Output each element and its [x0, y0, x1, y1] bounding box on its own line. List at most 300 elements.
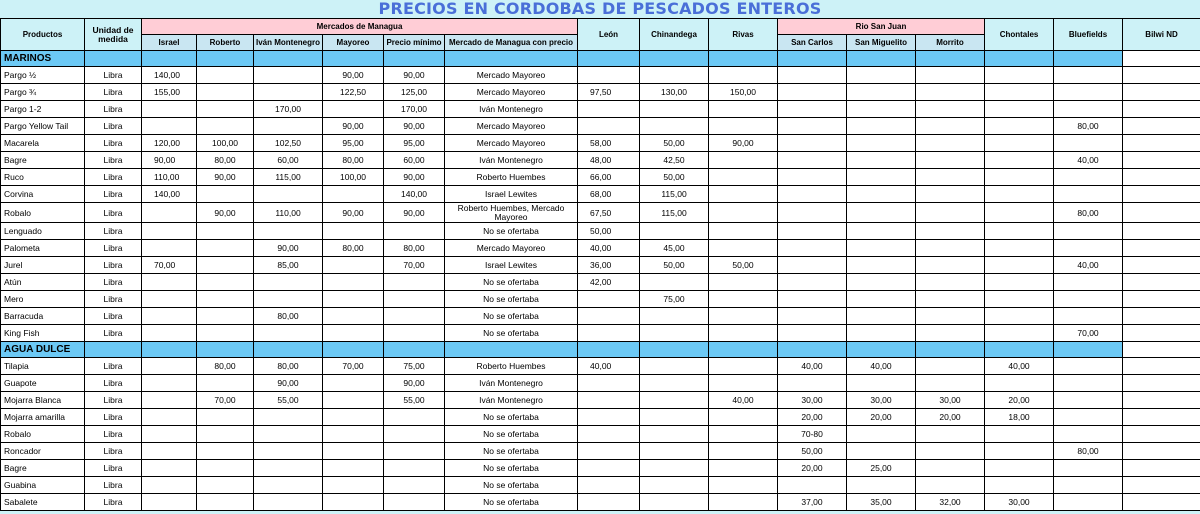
- price-cell: 80,00: [254, 358, 323, 375]
- price-cell: [709, 118, 778, 135]
- product-name: Palometa: [1, 240, 85, 257]
- price-cell: 20,00: [985, 392, 1054, 409]
- price-cell: [847, 84, 916, 101]
- price-cell: [985, 426, 1054, 443]
- price-cell: [142, 494, 197, 511]
- price-cell: 35,00: [847, 494, 916, 511]
- price-cell: [1054, 375, 1123, 392]
- section-row: [1, 51, 1200, 67]
- price-cell: [778, 375, 847, 392]
- price-cell: [197, 67, 254, 84]
- product-name: Bagre: [1, 152, 85, 169]
- price-cell: [640, 426, 709, 443]
- price-cell: [1123, 118, 1200, 135]
- price-cell: [323, 375, 384, 392]
- price-cell: [254, 325, 323, 342]
- product-name: Lenguado: [1, 223, 85, 240]
- section-cell: [142, 51, 197, 67]
- table-row: [1, 426, 1200, 443]
- price-cell: 90,00: [323, 67, 384, 84]
- unit-cell: Libra: [85, 308, 142, 325]
- market-name-cell: Mercado Mayoreo: [445, 135, 578, 152]
- price-cell: [847, 101, 916, 118]
- table-row: [1, 358, 1200, 375]
- price-cell: [323, 223, 384, 240]
- header-mercado-con-precio: Mercado de Managua con precio: [445, 35, 578, 51]
- price-cell: [142, 203, 197, 223]
- price-cell: 90,00: [384, 118, 445, 135]
- price-cell: [709, 460, 778, 477]
- prices-table: [0, 18, 1200, 511]
- price-cell: [847, 375, 916, 392]
- price-cell: [640, 358, 709, 375]
- price-cell: [578, 375, 640, 392]
- price-cell: [254, 84, 323, 101]
- price-cell: 150,00: [709, 84, 778, 101]
- price-cell: [778, 223, 847, 240]
- product-name: Roncador: [1, 443, 85, 460]
- price-cell: [640, 375, 709, 392]
- header-unidad: Unidad de medida: [85, 19, 142, 51]
- price-cell: 90,00: [254, 240, 323, 257]
- price-cell: [778, 118, 847, 135]
- price-cell: [142, 240, 197, 257]
- price-cell: [197, 118, 254, 135]
- price-cell: [709, 203, 778, 223]
- price-cell: [197, 257, 254, 274]
- price-cell: [142, 308, 197, 325]
- price-cell: [916, 169, 985, 186]
- price-cell: [254, 67, 323, 84]
- market-name-cell: No se ofertaba: [445, 308, 578, 325]
- table-row: [1, 118, 1200, 135]
- price-cell: [709, 409, 778, 426]
- price-cell: [778, 84, 847, 101]
- section-cell: [197, 51, 254, 67]
- price-cell: [709, 426, 778, 443]
- price-cell: 20,00: [778, 460, 847, 477]
- price-cell: 90,00: [323, 118, 384, 135]
- price-cell: 50,00: [640, 169, 709, 186]
- price-cell: [1054, 477, 1123, 494]
- price-cell: [1054, 186, 1123, 203]
- price-cell: [254, 274, 323, 291]
- price-cell: [847, 135, 916, 152]
- product-name: Robalo: [1, 426, 85, 443]
- price-cell: [778, 274, 847, 291]
- price-cell: [778, 203, 847, 223]
- table-row: [1, 460, 1200, 477]
- price-cell: 60,00: [384, 152, 445, 169]
- price-cell: [197, 101, 254, 118]
- price-cell: 85,00: [254, 257, 323, 274]
- unit-cell: Libra: [85, 118, 142, 135]
- price-cell: [142, 375, 197, 392]
- price-cell: [142, 392, 197, 409]
- market-name-cell: No se ofertaba: [445, 477, 578, 494]
- section-cell: [916, 342, 985, 358]
- price-cell: [778, 308, 847, 325]
- price-cell: 140,00: [142, 186, 197, 203]
- price-cell: 90,00: [142, 152, 197, 169]
- header-bluefields: Bluefields: [1054, 19, 1123, 51]
- price-cell: [1123, 223, 1200, 240]
- price-cell: [1054, 67, 1123, 84]
- price-cell: [323, 460, 384, 477]
- price-cell: [1123, 186, 1200, 203]
- price-cell: 80,00: [197, 152, 254, 169]
- table-row: [1, 494, 1200, 511]
- price-cell: 48,00: [578, 152, 640, 169]
- price-cell: 50,00: [709, 257, 778, 274]
- price-cell: 140,00: [142, 67, 197, 84]
- price-cell: [197, 443, 254, 460]
- price-cell: [1054, 223, 1123, 240]
- price-cell: 90,00: [384, 375, 445, 392]
- product-name: Corvina: [1, 186, 85, 203]
- price-cell: [578, 67, 640, 84]
- price-cell: 80,00: [254, 308, 323, 325]
- price-cell: 50,00: [578, 223, 640, 240]
- section-cell: [323, 342, 384, 358]
- header-mayoreo: Mayoreo: [323, 35, 384, 51]
- price-cell: [142, 325, 197, 342]
- price-cell: [847, 443, 916, 460]
- price-cell: 36,00: [578, 257, 640, 274]
- price-cell: [384, 460, 445, 477]
- market-name-cell: Mercado Mayoreo: [445, 84, 578, 101]
- section-cell: [847, 51, 916, 67]
- price-cell: [916, 358, 985, 375]
- price-cell: [985, 240, 1054, 257]
- price-cell: [1054, 240, 1123, 257]
- price-cell: [254, 477, 323, 494]
- section-cell: [1054, 342, 1123, 358]
- price-cell: [640, 494, 709, 511]
- price-cell: [778, 291, 847, 308]
- table-row: [1, 392, 1200, 409]
- price-cell: [985, 274, 1054, 291]
- price-cell: [578, 409, 640, 426]
- price-cell: [640, 443, 709, 460]
- unit-cell: Libra: [85, 203, 142, 223]
- price-cell: [1123, 240, 1200, 257]
- price-cell: [578, 392, 640, 409]
- price-cell: [197, 460, 254, 477]
- price-cell: [323, 392, 384, 409]
- price-cell: [142, 443, 197, 460]
- price-cell: 95,00: [323, 135, 384, 152]
- unit-cell: Libra: [85, 409, 142, 426]
- price-cell: [1123, 203, 1200, 223]
- price-cell: [985, 152, 1054, 169]
- price-cell: [1123, 84, 1200, 101]
- price-cell: [1123, 152, 1200, 169]
- price-cell: 25,00: [847, 460, 916, 477]
- price-cell: [778, 135, 847, 152]
- price-cell: 170,00: [384, 101, 445, 118]
- price-cell: 80,00: [1054, 118, 1123, 135]
- table-row: [1, 135, 1200, 152]
- market-name-cell: Iván Montenegro: [445, 375, 578, 392]
- price-cell: [916, 375, 985, 392]
- price-cell: [1054, 409, 1123, 426]
- price-cell: [197, 494, 254, 511]
- section-cell: [709, 342, 778, 358]
- product-name: Atún: [1, 274, 85, 291]
- price-cell: 80,00: [197, 358, 254, 375]
- price-cell: [916, 308, 985, 325]
- price-cell: 66,00: [578, 169, 640, 186]
- price-cell: [985, 443, 1054, 460]
- price-cell: [323, 291, 384, 308]
- price-cell: [847, 240, 916, 257]
- price-cell: 75,00: [384, 358, 445, 375]
- price-cell: [578, 291, 640, 308]
- table-row: [1, 257, 1200, 274]
- price-cell: [709, 308, 778, 325]
- unit-cell: Libra: [85, 426, 142, 443]
- unit-cell: Libra: [85, 101, 142, 118]
- market-name-cell: No se ofertaba: [445, 426, 578, 443]
- price-cell: 40,00: [985, 358, 1054, 375]
- price-cell: [916, 240, 985, 257]
- price-cell: [384, 477, 445, 494]
- price-cell: 40,00: [1054, 257, 1123, 274]
- price-cell: [985, 460, 1054, 477]
- market-name-cell: Israel Lewites: [445, 186, 578, 203]
- price-cell: [985, 67, 1054, 84]
- price-cell: [640, 460, 709, 477]
- price-cell: [142, 477, 197, 494]
- section-cell: [197, 342, 254, 358]
- price-cell: [1123, 325, 1200, 342]
- price-cell: [578, 426, 640, 443]
- table-body: [1, 51, 1200, 511]
- table-row: [1, 186, 1200, 203]
- price-cell: [709, 494, 778, 511]
- product-name: Tilapia: [1, 358, 85, 375]
- section-cell: [916, 51, 985, 67]
- price-cell: 102,50: [254, 135, 323, 152]
- unit-cell: Libra: [85, 477, 142, 494]
- section-cell: [640, 342, 709, 358]
- market-name-cell: Mercado Mayoreo: [445, 240, 578, 257]
- price-cell: [384, 494, 445, 511]
- price-cell: [197, 426, 254, 443]
- price-cell: [778, 152, 847, 169]
- price-cell: 140,00: [384, 186, 445, 203]
- price-cell: 115,00: [640, 186, 709, 203]
- price-cell: 115,00: [254, 169, 323, 186]
- price-cell: [1054, 84, 1123, 101]
- section-cell: [640, 51, 709, 67]
- price-cell: [323, 426, 384, 443]
- header-san-miguelito: San Miguelito: [847, 35, 916, 51]
- price-cell: [254, 223, 323, 240]
- price-cell: [985, 477, 1054, 494]
- price-cell: [142, 274, 197, 291]
- price-cell: [778, 67, 847, 84]
- price-cell: 30,00: [778, 392, 847, 409]
- price-cell: 80,00: [1054, 443, 1123, 460]
- price-cell: [323, 494, 384, 511]
- price-cell: [640, 477, 709, 494]
- market-name-cell: Roberto Huembes: [445, 169, 578, 186]
- price-cell: 90,00: [384, 203, 445, 223]
- price-cell: [1123, 135, 1200, 152]
- unit-cell: Libra: [85, 186, 142, 203]
- header-precio-minimo: Precio mínimo: [384, 35, 445, 51]
- price-cell: 55,00: [254, 392, 323, 409]
- price-cell: [1054, 135, 1123, 152]
- price-cell: 80,00: [323, 152, 384, 169]
- section-cell: [709, 51, 778, 67]
- header-mercados-managua: Mercados de Managua: [142, 19, 578, 35]
- section-cell: [85, 51, 142, 67]
- price-cell: [1123, 477, 1200, 494]
- price-cell: [985, 84, 1054, 101]
- table-row: [1, 169, 1200, 186]
- section-cell: [85, 342, 142, 358]
- section-cell: [985, 51, 1054, 67]
- price-cell: 125,00: [384, 84, 445, 101]
- table-row: [1, 223, 1200, 240]
- price-cell: 90,00: [197, 203, 254, 223]
- price-cell: [985, 257, 1054, 274]
- price-cell: [254, 409, 323, 426]
- price-cell: [323, 477, 384, 494]
- price-cell: [916, 325, 985, 342]
- price-cell: 90,00: [384, 169, 445, 186]
- price-cell: [323, 409, 384, 426]
- table-row: [1, 84, 1200, 101]
- section-cell: [1123, 51, 1200, 67]
- price-cell: 67,50: [578, 203, 640, 223]
- price-cell: 70-80: [778, 426, 847, 443]
- unit-cell: Libra: [85, 375, 142, 392]
- price-cell: [985, 118, 1054, 135]
- product-name: Mojarra amarilla: [1, 409, 85, 426]
- price-cell: [578, 118, 640, 135]
- header-productos: Productos: [1, 19, 85, 51]
- price-cell: 18,00: [985, 409, 1054, 426]
- price-cell: [985, 223, 1054, 240]
- price-cell: 42,50: [640, 152, 709, 169]
- price-cell: 30,00: [847, 392, 916, 409]
- unit-cell: Libra: [85, 257, 142, 274]
- table-row: [1, 409, 1200, 426]
- price-cell: [985, 169, 1054, 186]
- product-name: Jurel: [1, 257, 85, 274]
- section-cell: [778, 51, 847, 67]
- price-cell: [1054, 291, 1123, 308]
- table-row: [1, 101, 1200, 118]
- price-cell: [1123, 67, 1200, 84]
- price-cell: [254, 494, 323, 511]
- header-ivan-montenegro: Iván Montenegro: [254, 35, 323, 51]
- price-cell: [916, 426, 985, 443]
- price-cell: [640, 118, 709, 135]
- price-cell: 50,00: [778, 443, 847, 460]
- price-cell: 60,00: [254, 152, 323, 169]
- price-cell: 90,00: [323, 203, 384, 223]
- price-cell: [1123, 358, 1200, 375]
- price-cell: [916, 477, 985, 494]
- price-cell: 70,00: [1054, 325, 1123, 342]
- price-cell: 170,00: [254, 101, 323, 118]
- price-cell: [709, 240, 778, 257]
- price-cell: [1123, 274, 1200, 291]
- product-name: Mojarra Blanca: [1, 392, 85, 409]
- price-cell: [916, 152, 985, 169]
- price-cell: [916, 118, 985, 135]
- section-cell: [445, 51, 578, 67]
- section-cell: [142, 342, 197, 358]
- section-cell: [445, 342, 578, 358]
- price-cell: [916, 67, 985, 84]
- price-cell: [916, 101, 985, 118]
- price-cell: [985, 375, 1054, 392]
- price-cell: 90,00: [197, 169, 254, 186]
- page-title: PRECIOS EN CORDOBAS DE PESCADOS ENTEROS: [378, 0, 822, 18]
- price-cell: 32,00: [916, 494, 985, 511]
- price-cell: [197, 186, 254, 203]
- market-name-cell: No se ofertaba: [445, 494, 578, 511]
- price-cell: [709, 477, 778, 494]
- price-cell: [197, 477, 254, 494]
- section-cell: [578, 342, 640, 358]
- price-cell: [1054, 274, 1123, 291]
- price-cell: [578, 443, 640, 460]
- price-cell: [847, 67, 916, 84]
- price-cell: [254, 118, 323, 135]
- unit-cell: Libra: [85, 460, 142, 477]
- header-rio-san-juan: Rio San Juan: [778, 19, 985, 35]
- price-cell: 20,00: [847, 409, 916, 426]
- unit-cell: Libra: [85, 325, 142, 342]
- product-name: Robalo: [1, 203, 85, 223]
- section-cell: [847, 342, 916, 358]
- price-cell: [640, 274, 709, 291]
- price-cell: 100,00: [323, 169, 384, 186]
- price-cell: [985, 135, 1054, 152]
- price-cell: [640, 308, 709, 325]
- price-cell: 95,00: [384, 135, 445, 152]
- price-cell: [640, 101, 709, 118]
- price-cell: [847, 325, 916, 342]
- product-name: Bagre: [1, 460, 85, 477]
- price-cell: [1123, 426, 1200, 443]
- price-cell: [1054, 169, 1123, 186]
- price-cell: [197, 409, 254, 426]
- price-cell: 80,00: [384, 240, 445, 257]
- price-cell: [709, 67, 778, 84]
- section-cell: [254, 342, 323, 358]
- unit-cell: Libra: [85, 135, 142, 152]
- price-cell: [778, 101, 847, 118]
- market-name-cell: No se ofertaba: [445, 325, 578, 342]
- market-name-cell: Iván Montenegro: [445, 152, 578, 169]
- price-cell: 80,00: [1054, 203, 1123, 223]
- price-cell: [916, 84, 985, 101]
- price-cell: [384, 274, 445, 291]
- table-row: [1, 240, 1200, 257]
- price-cell: [709, 223, 778, 240]
- price-cell: [985, 291, 1054, 308]
- price-cell: [197, 325, 254, 342]
- header-morrito: Morrito: [916, 35, 985, 51]
